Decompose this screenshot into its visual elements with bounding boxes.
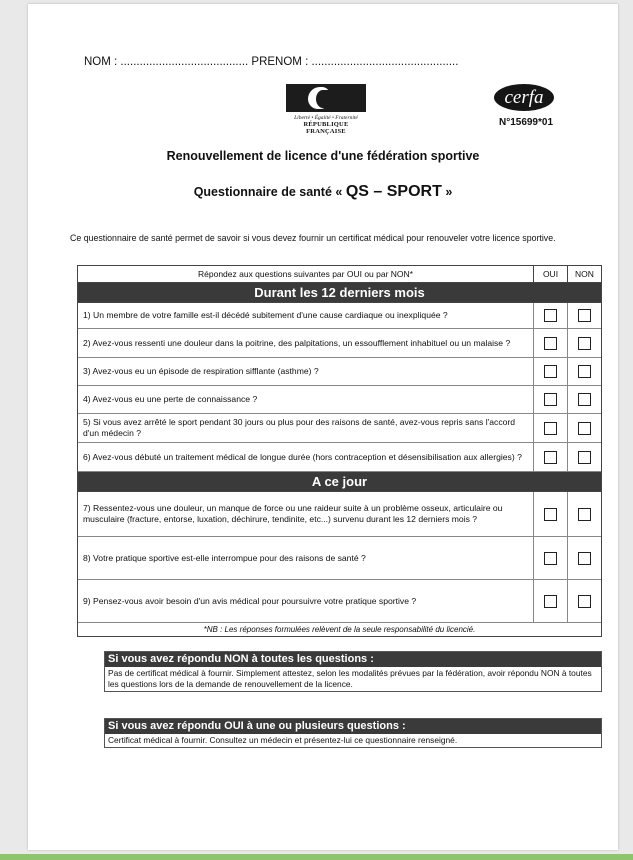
section-today: A ce jour	[78, 472, 601, 492]
subtitle-prefix: Questionnaire de santé «	[193, 185, 343, 199]
republique-francaise-logo	[286, 84, 366, 135]
non-checkbox[interactable]	[578, 337, 591, 350]
document-title: Renouvellement de licence d'une fédération sportive	[166, 149, 480, 163]
cerfa-number: N°15699*01	[498, 117, 554, 128]
question-1: 1) Un membre de votre famille est-il décédé subitement d'une cause cardiaque ou inexpliquée ?	[83, 310, 448, 320]
republic-motto: Liberté • Égalité • Fraternité	[294, 115, 358, 121]
table-row	[78, 443, 601, 472]
oui-checkbox[interactable]	[544, 451, 557, 464]
table-row	[78, 580, 601, 623]
non-checkbox[interactable]	[578, 552, 591, 565]
table-row	[78, 492, 601, 537]
question-2: 2) Avez-vous ressenti une douleur dans la poitrine, des palpitations, un essoufflement inhabituel ou un malaise ?	[83, 337, 511, 348]
table-row	[78, 386, 601, 414]
non-checkbox[interactable]	[578, 365, 591, 378]
oui-checkbox[interactable]	[544, 309, 557, 322]
question-4: 4) Avez-vous eu une perte de connaissance ?	[83, 394, 258, 404]
document-page	[28, 4, 618, 850]
oui-checkbox[interactable]	[544, 337, 557, 350]
note-non-body: Pas de certificat médical à fournir. Simplement attestez, selon les modalités prévues par la fédération, avoir répondu NON à toutes les questions lors de la demande de renouvellement de la licence.	[108, 668, 592, 689]
oui-checkbox[interactable]	[544, 595, 557, 608]
oui-checkbox[interactable]	[544, 393, 557, 406]
table-row	[78, 329, 601, 358]
subtitle-main: QS – SPORT	[345, 183, 442, 200]
non-checkbox[interactable]	[578, 508, 591, 521]
note-non-title: Si vous avez répondu NON à toutes les questions :	[105, 652, 601, 667]
note-oui-body: Certificat médical à fournir. Consultez un médecin et présentez-lui ce questionnaire renseigné.	[108, 735, 458, 745]
non-checkbox[interactable]	[578, 309, 591, 322]
header-non: NON	[567, 266, 601, 282]
oui-checkbox[interactable]	[544, 508, 557, 521]
section-12-months: Durant les 12 derniers mois	[78, 283, 601, 303]
question-8: 8) Votre pratique sportive est-elle interrompue pour des raisons de santé ?	[83, 552, 366, 563]
header-oui: OUI	[533, 266, 567, 282]
question-7: 7) Ressentez-vous une douleur, un manque de force ou une raideur suite à un problème osseux, articulaire ou musculaire (fracture, entorse, luxation, déchirure, tendinite, etc...) survenu durant les 12 derniers mois ?	[83, 503, 503, 524]
note-non	[104, 651, 602, 692]
republic-name: RÉPUBLIQUE FRANÇAISE	[303, 121, 349, 135]
oui-checkbox[interactable]	[544, 552, 557, 565]
cerfa-logo-text: cerfa	[494, 84, 554, 111]
cerfa-logo	[494, 84, 554, 114]
note-oui	[104, 718, 602, 748]
non-checkbox[interactable]	[578, 393, 591, 406]
table-header	[78, 266, 601, 283]
note-oui-title: Si vous avez répondu OUI à une ou plusieurs questions :	[105, 719, 601, 734]
name-fields-line: NOM : ........................................ PRENOM : ..............................................	[84, 56, 459, 68]
non-checkbox[interactable]	[578, 595, 591, 608]
document-subtitle	[28, 183, 618, 201]
subtitle-suffix: »	[445, 185, 453, 199]
table-row	[78, 358, 601, 386]
questionnaire-table	[77, 265, 602, 637]
header-question: Répondez aux questions suivantes par OUI ou par NON*	[198, 269, 413, 279]
question-6: 6) Avez-vous débuté un traitement médical de longue durée (hors contraception et désensibilisation aux allergies) ?	[83, 451, 522, 462]
oui-checkbox[interactable]	[544, 365, 557, 378]
question-5: 5) Si vous avez arrêté le sport pendant 30 jours ou plus pour des raisons de santé, avez-vous repris sans l'accord d'un médecin ?	[83, 417, 516, 438]
bottom-bar	[0, 854, 633, 860]
marianne-icon	[286, 84, 366, 112]
table-footnote: *NB : Les réponses formulées relèvent de la seule responsabilité du licencié.	[203, 625, 476, 634]
non-checkbox[interactable]	[578, 422, 591, 435]
table-row	[78, 537, 601, 580]
intro-text: Ce questionnaire de santé permet de savoir si vous devez fournir un certificat médical pour renouveler votre licence sportive.	[70, 233, 556, 243]
table-row	[78, 414, 601, 443]
table-row	[78, 303, 601, 329]
question-9: 9) Pensez-vous avoir besoin d'un avis médical pour poursuivre votre pratique sportive ?	[83, 595, 417, 606]
oui-checkbox[interactable]	[544, 422, 557, 435]
non-checkbox[interactable]	[578, 451, 591, 464]
question-3: 3) Avez-vous eu un épisode de respiration sifflante (asthme) ?	[83, 366, 319, 376]
